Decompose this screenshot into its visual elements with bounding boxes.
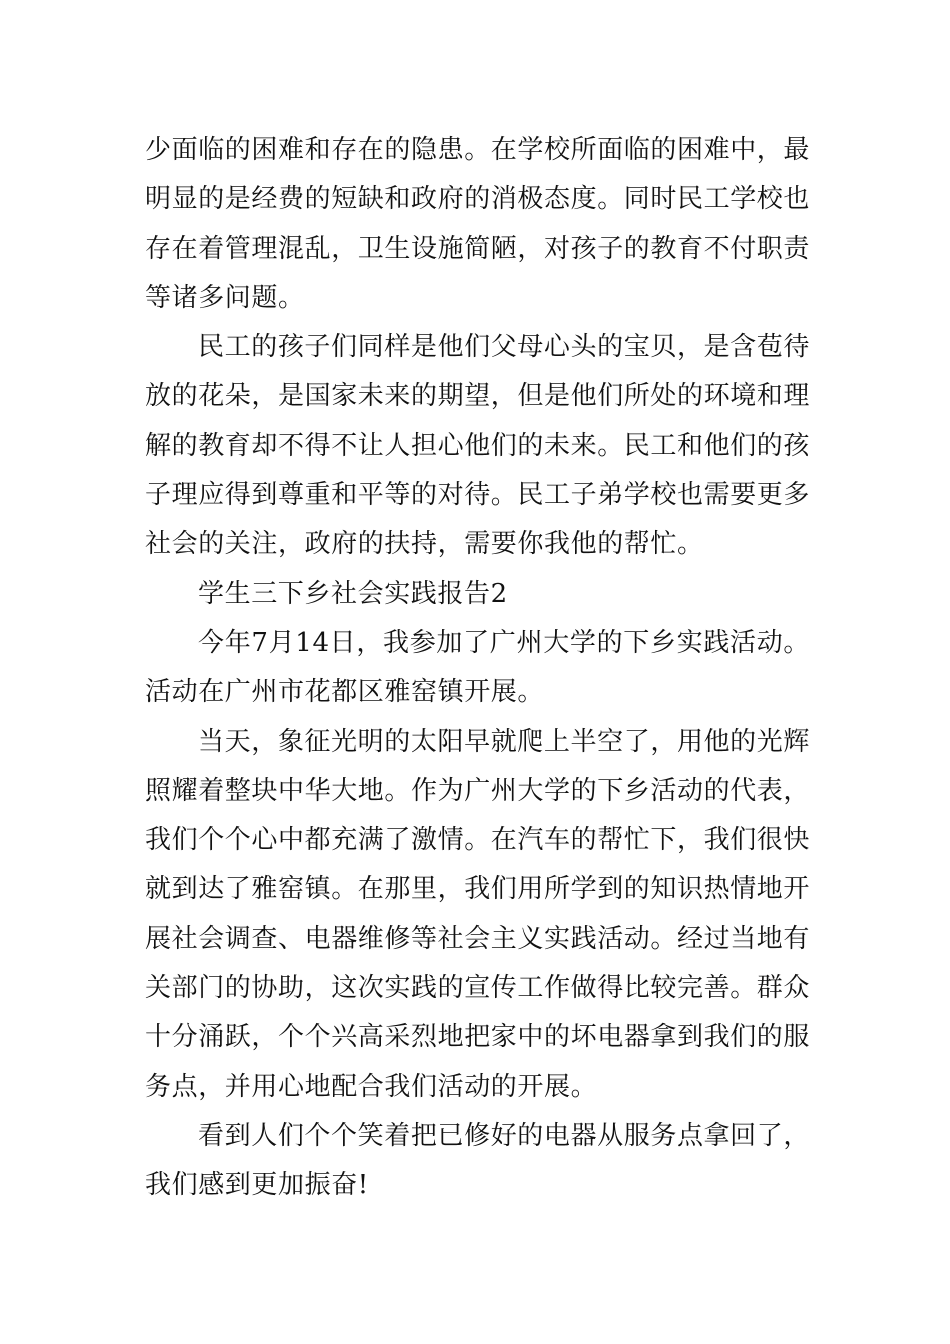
paragraph-activity-intro: 今年7月14日，我参加了广州大学的下乡实践活动。活动在广州市花都区雅窑镇开展。 [145, 627, 810, 708]
paragraph-conclusion: 看到人们个个笑着把已修好的电器从服务点拿回了，我们感到更加振奋! [145, 1120, 810, 1201]
document-body [145, 126, 810, 1211]
paragraph-activity-day: 当天，象征光明的太阳早就爬上半空了，用他的光辉照耀着整块中华大地。作为广州大学的下乡活动的代表，我们个个心中都充满了激情。在汽车的帮忙下，我们很快就到达了雅窑镇。在那里，我们用所学到的知识热情地开展社会调查、电器维修等社会主义实践活动。经过当地有关部门的协助，这次实践的宣传工作做得比较完善。群众十分涌跃，个个兴高采烈地把家中的坏电器拿到我们的服务点，并用心地配合我们活动的开展。 [145, 726, 811, 1102]
paragraph-migrant-children: 民工的孩子们同样是他们父母心头的宝贝，是含苞待放的花朵，是国家未来的期望，但是他们所处的环境和理解的教育却不得不让人担心他们的未来。民工和他们的孩子理应得到尊重和平等的对待。民工子弟学校也需要更多社会的关注，政府的扶持，需要你我他的帮忙。 [145, 332, 811, 560]
section-heading: 学生三下乡社会实践报告2 [198, 578, 508, 609]
paragraph-continuation: 少面临的困难和存在的隐患。在学校所面临的困难中，最明显的是经费的短缺和政府的消极态度。同时民工学校也存在着管理混乱，卫生设施简陋，对孩子的教育不付职责等诸多问题。 [145, 135, 811, 313]
